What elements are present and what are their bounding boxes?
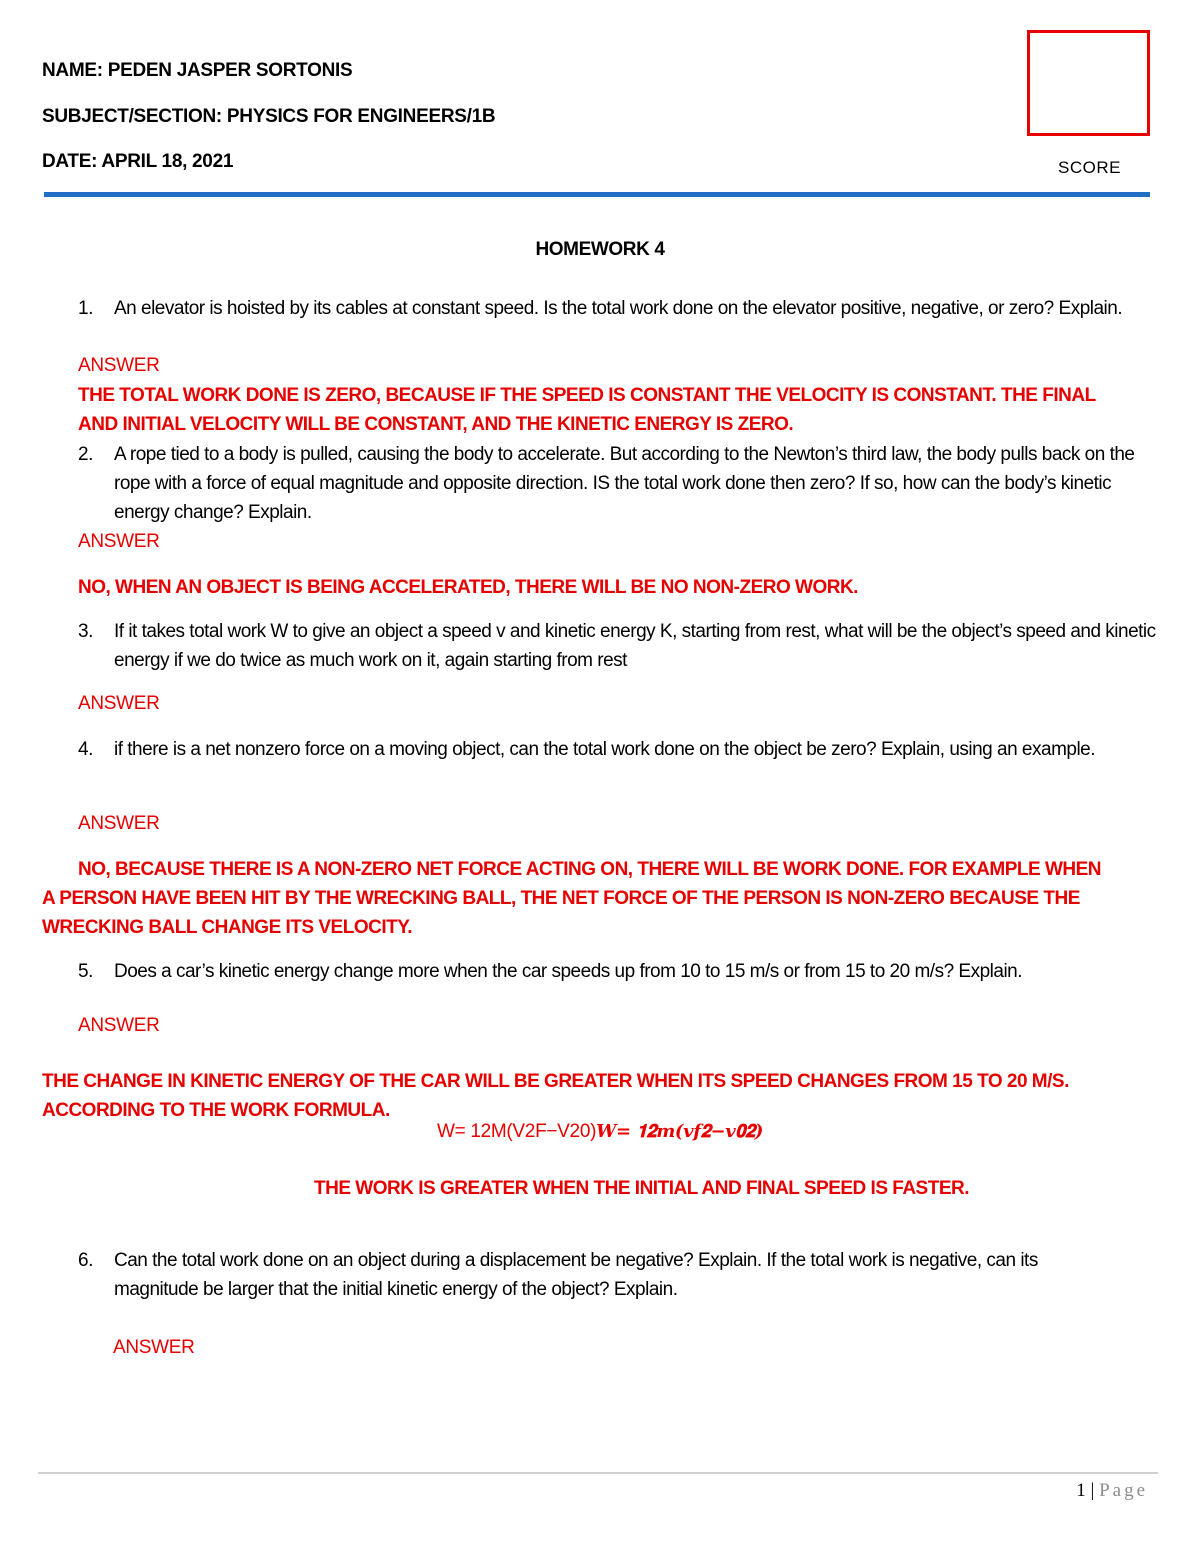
- work-formula: [0, 1121, 1200, 1143]
- answer-4: NO, BECAUSE THERE IS A NON-ZERO NET FORCE ACTING ON, THERE WILL BE WORK DONE. FOR EXAMPLE WHEN A PERSON HAVE BEEN HIT BY THE WRECKING BALL, THE NET FORCE OF THE PERSON IS NON-ZERO BECAUSE THE WRECKING BALL CHANGE ITS VELOCITY.: [42, 859, 1102, 938]
- question-text: Does a car’s kinetic energy change more when the car speeds up from 10 to 15 m/s or from 15 to 20 m/s? Explain.: [114, 961, 1023, 982]
- score-box: [1027, 30, 1150, 136]
- answer-5-conclusion: THE WORK IS GREATER WHEN THE INITIAL AND FINAL SPEED IS FASTER.: [314, 1178, 969, 1199]
- answer-label-2: ANSWER: [78, 531, 160, 552]
- answer-5: THE CHANGE IN KINETIC ENERGY OF THE CAR WILL BE GREATER WHEN ITS SPEED CHANGES FROM 15 TO 20 M/S. ACCORDING TO THE WORK FORMULA.: [42, 1071, 1069, 1121]
- formula-plain: W= 12M(V2F−V20): [436, 1121, 597, 1142]
- question-number: 5.: [78, 961, 93, 982]
- question-number: 2.: [78, 444, 93, 465]
- question-text: if there is a net nonzero force on a moving object, can the total work done on the object be zero? Explain, using an example.: [114, 739, 1096, 760]
- question-5: [78, 957, 1158, 986]
- question-6: [78, 1246, 1158, 1304]
- page-separator: |: [1090, 1480, 1095, 1501]
- student-name: NAME: PEDEN JASPER SORTONIS: [42, 60, 353, 81]
- score-label: SCORE: [1058, 158, 1121, 177]
- page-footer: [1076, 1480, 1148, 1502]
- question-1: [78, 294, 1158, 352]
- question-text: If it takes total work W to give an object a speed v and kinetic energy K, starting from rest, what will be the object’s speed and kinetic energy if we do twice as much work on it, again starting from rest: [114, 621, 1156, 671]
- answer-label-3: ANSWER: [78, 693, 160, 714]
- question-number: 6.: [78, 1250, 93, 1271]
- answer-2: NO, WHEN AN OBJECT IS BEING ACCELERATED, THERE WILL BE NO NON-ZERO WORK.: [78, 577, 858, 598]
- subject-section: SUBJECT/SECTION: PHYSICS FOR ENGINEERS/1B: [42, 106, 496, 127]
- answer-1: THE TOTAL WORK DONE IS ZERO, BECAUSE IF THE SPEED IS CONSTANT THE VELOCITY IS CONSTANT. THE FINAL AND INITIAL VELOCITY WILL BE CONSTANT, AND THE KINETIC ENERGY IS ZERO.: [78, 385, 1096, 435]
- page-word: Page: [1099, 1480, 1148, 1501]
- answer-label-6: ANSWER: [113, 1337, 195, 1358]
- question-text: An elevator is hoisted by its cables at constant speed. Is the total work done on the elevator positive, negative, or zero? Explain.: [114, 298, 1123, 319]
- question-number: 1.: [78, 298, 93, 319]
- footer-divider: [38, 1472, 1158, 1474]
- date: DATE: APRIL 18, 2021: [42, 151, 234, 172]
- question-number: 4.: [78, 739, 93, 760]
- question-number: 3.: [78, 621, 93, 642]
- answer-label-5: ANSWER: [78, 1015, 160, 1036]
- answer-label-1: ANSWER: [78, 355, 160, 376]
- question-text: A rope tied to a body is pulled, causing the body to accelerate. But according to the Newton’s third law, the body pulls back on the rope with a force of equal magnitude and opposite direction. IS the total work done then zero? If so, how can the body’s kinetic energy change? Explain.: [114, 444, 1135, 523]
- answer-label-4: ANSWER: [78, 813, 160, 834]
- formula-math: 𝑾= 𝟏𝟐𝒎(𝒗𝒇𝟐−𝒗𝟎𝟐): [596, 1121, 764, 1142]
- question-3: [78, 617, 1158, 675]
- header-divider: [44, 192, 1150, 197]
- page-title: HOMEWORK 4: [535, 239, 665, 260]
- page-number: 1: [1076, 1480, 1086, 1501]
- question-2: [78, 440, 1158, 527]
- question-text: Can the total work done on an object during a displacement be negative? Explain. If the total work is negative, can its magnitude be larger that the initial kinetic energy of the object? Explain.: [114, 1250, 1038, 1300]
- question-4: [78, 735, 1158, 793]
